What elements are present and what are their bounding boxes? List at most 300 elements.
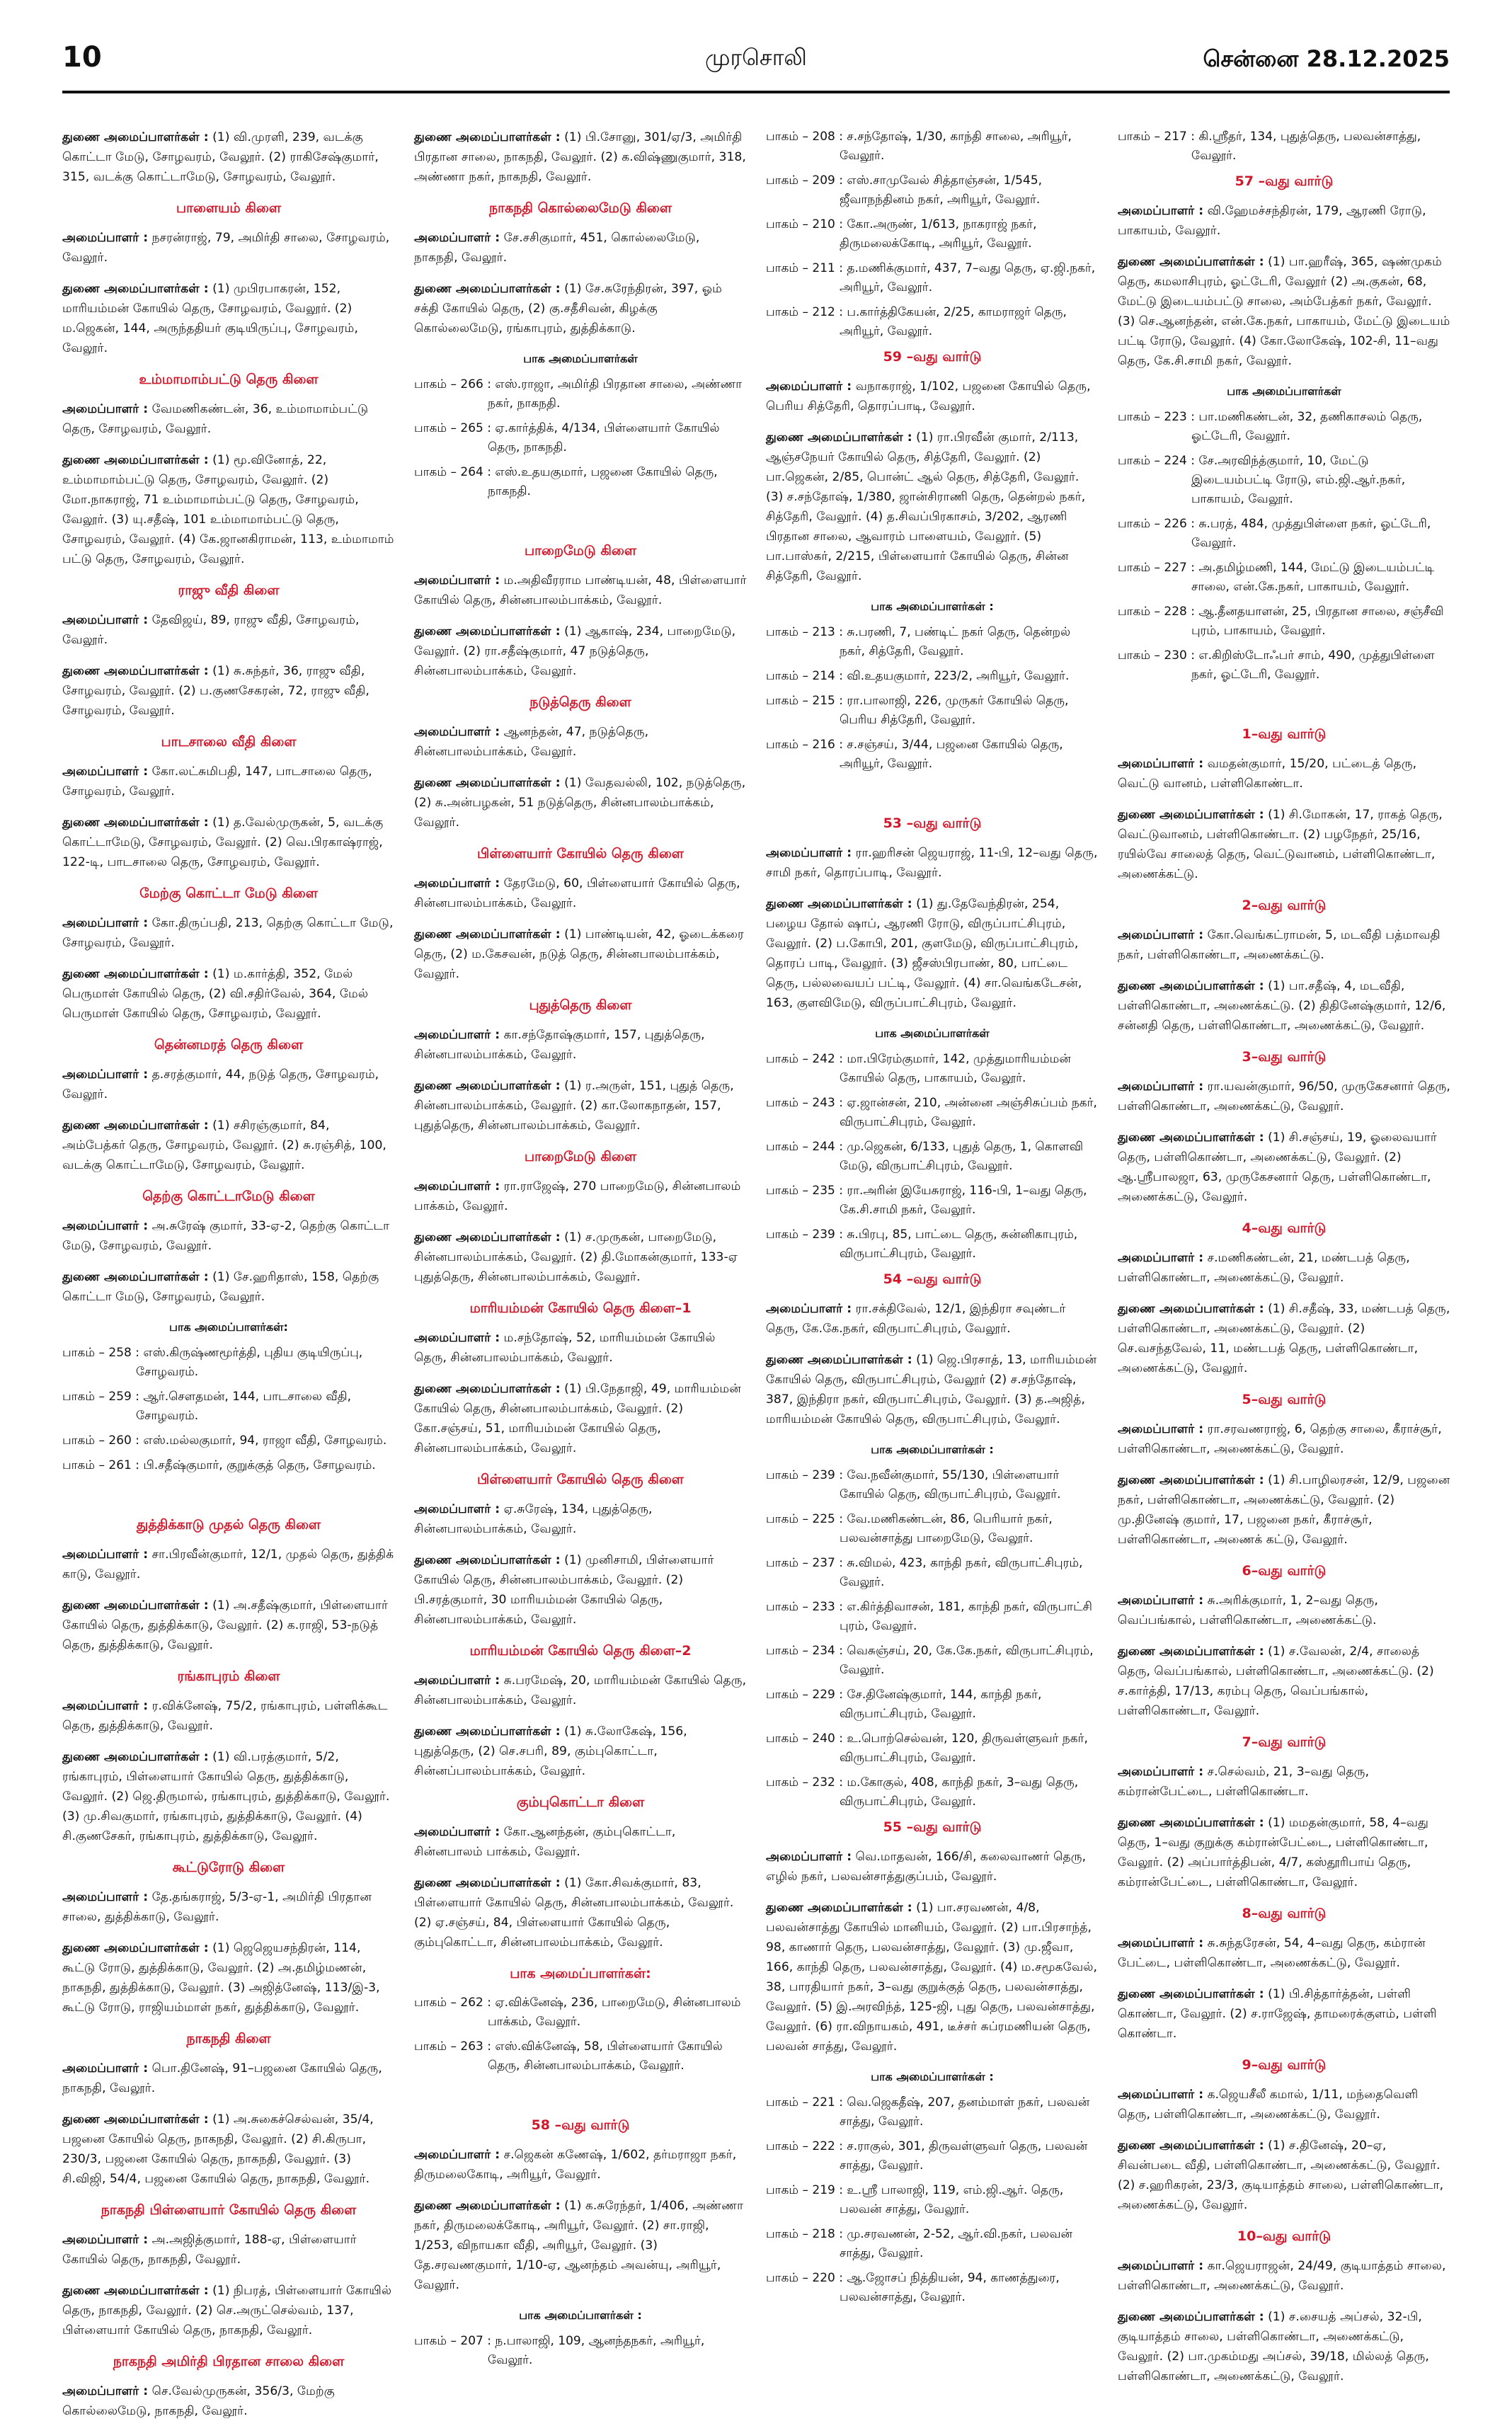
member-entry <box>1118 1248 1450 1288</box>
booth-entry: பாகம் – 234 : வெசுஞ்சய், 20, கே.கே.நகர், விருபாட்சிபுரம், வேலூர். <box>766 1644 1094 1677</box>
booth-entry: பாகம் – 207 : ந.பாலாஜி, 109, ஆனந்தநகர், அரியூர், வேலூர். <box>414 2334 705 2367</box>
section-heading: நாகநதி கிளை <box>186 2031 271 2047</box>
member-entry <box>1118 1470 1450 1550</box>
member-details: (1) சசிரஞ்குமார், 84, அம்பேத்கர் தெரு, சோழவரம், வேலூர். (2) சு.ரஞ்சித், 100, வடக்கு கொட்டாமேடு, சோழவரம், வேலூர். <box>62 1118 386 1172</box>
member-details: சு.சுந்தரேசன், 54, 4–வது தெரு, கம்ரான் பேட்டை, பள்ளிகொண்டா, அணைக்கட்டு, வேலூர். <box>1118 1936 1426 1970</box>
member-details: (1) மூ.வினோத், 22, உம்மாமாம்பட்டு தெரு, சோழவரம், வேலூர். (2) மோ.நாகராஜ், 71 உம்மாமாம்பட்டு தெரு, சோழவரம், வேலூர். (3) யு.சதீஷ், 101 உம்மாமாம்பட்டு தெரு, சோழவரம், வேலூர். (4) கே.ஜானகிராமன், 113, உம்மாமாம் பட்டு தெரு, சோழவரம், வேலூர். <box>62 453 394 566</box>
member-details: செ.வேல்முருகன், 356/3, மேற்கு கொல்லைமேடு, நாகநதி, வேலூர். <box>62 2384 335 2418</box>
member-entry <box>766 1299 1099 1339</box>
member-entry <box>766 1898 1099 2056</box>
role-label: துணை அமைப்பாளர்கள் : <box>62 815 209 830</box>
booth-entry: பாகம் – 266 : எஸ்.ராஜா, அமிர்தி பிரதான சாலை, அண்ணா நகர், நாகநதி. <box>414 377 743 411</box>
member-details: ரா.யவன்குமார், 96/50, முருகேசனார் தெரு, பள்ளிகொண்டா, அணைக்கட்டு, வேலூர். <box>1118 1080 1450 1114</box>
section-heading: 5–வது வார்டு <box>1242 1392 1327 1407</box>
section-heading: புதுத்தெரு கிளை <box>529 997 632 1013</box>
member-entry <box>62 610 395 650</box>
member-details: தேவிஜய், 89, ராஜு வீதி, சோழவரம், வேலூர். <box>62 613 360 647</box>
section-heading: உம்மாமாம்பட்டு தெரு கிளை <box>139 372 319 387</box>
member-entry <box>62 127 395 187</box>
member-entry <box>766 894 1099 1013</box>
member-entry <box>414 1550 747 1630</box>
role-label: அமைப்பாளர் : <box>62 402 149 416</box>
booth-entry: பாகம் – 219 : உ.ஸ்ரீ பாலாஜி, 119, எம்.ஜி.ஆர். தெரு, பலவன் சாத்து, வேலூர். <box>766 2183 1064 2216</box>
section-heading: 58 –வது வார்டு <box>531 2117 630 2133</box>
role-label: துணை அமைப்பாளர்கள் : <box>414 2199 561 2213</box>
role-label: அமைப்பாளர் : <box>62 2061 149 2076</box>
member-entry <box>414 1025 747 1065</box>
member-details: (1) ஜெ.பிரசாத், 13, மாரியம்மன் கோயில் தெரு, விருபாட்சிபுரம், வேலூர் (2) ச.சந்தோஷ், 387, இந்திரா நகர், விருபாட்சிபுரம், வேலூர். (3) த.அஜித், மாரியம்மன் கோயில் தெரு, விருபாட்சிபுரம், வேலூர். <box>766 1353 1097 1426</box>
role-label: அமைப்பாளர் : <box>414 1673 500 1688</box>
member-entry <box>62 661 395 721</box>
section-heading: 6–வது வார்டு <box>1242 1563 1327 1579</box>
member-entry <box>62 2281 395 2340</box>
member-entry <box>766 428 1099 586</box>
role-label: துணை அமைப்பாளர்கள் : <box>1118 1987 1264 2001</box>
member-details: வமதன்குமார், 15/20, பட்டைத் தெரு, வெட்டு வானம், பள்ளிகொண்டா. <box>1118 757 1417 791</box>
section-gap <box>414 507 747 535</box>
member-entry <box>414 1671 747 1710</box>
member-details: நசரன்ராஜ், 79, அமிர்தி சாலை, சோழவரம், வேலூர். <box>62 231 390 265</box>
member-entry <box>414 773 747 832</box>
member-details: அ.சுரேஷ் குமார், 33-ஏ-2, தெற்கு கொட்டா மேடு, சோழவரம், வேலூர். <box>62 1219 390 1253</box>
member-details: ம.சந்தோஷ், 52, மாரியம்மன் கோயில் தெரு, சின்னபாலம்பாக்கம், வேலூர். <box>414 1331 716 1365</box>
booth-entry: பாகம் – 227 : அ.தமிழ்மணி, 144, மேட்டு இடையம்பட்டி சாலை, என்.கே.நகர், பாகாயம், வேலூர். <box>1118 561 1435 594</box>
member-entry <box>1118 1128 1450 1207</box>
member-details: (1) சே.ஹரிதாஸ், 158, தெற்கு கொட்டா மேடு, சோழவரம், வேலூர். <box>62 1270 379 1304</box>
member-entry <box>62 2381 395 2421</box>
role-label: துணை அமைப்பாளர்கள் : <box>766 1353 912 1367</box>
booth-entry: பாகம் – 217 : கி.ஸ்ரீதர், 134, புதுத்தெரு, பலவன்சாத்து, வேலூர். <box>1118 130 1421 163</box>
role-label: துணை அமைப்பாளர்கள் : <box>414 1230 561 1244</box>
role-label: துணை அமைப்பாளர்கள் : <box>1118 2310 1264 2324</box>
section-heading: 57 –வது வார்டு <box>1235 173 1334 189</box>
booth-entry: பாகம் – 232 : ம.கோகுல், 408, காந்தி நகர், 3–வது தெரு, விருபாட்சிபுரம், வேலூர். <box>766 1775 1079 1809</box>
role-label: அமைப்பாளர் : <box>1118 1251 1204 1265</box>
role-label: அமைப்பாளர் : <box>1118 1765 1204 1779</box>
section-heading: தெற்கு கொட்டாமேடு கிளை <box>142 1189 315 1204</box>
booth-entry: பாகம் – 261 : பி.சதீஷ்குமார், குறுக்குத் தெரு, சோழவரம். <box>62 1458 376 1472</box>
role-label: அமைப்பாளர் : <box>62 231 149 245</box>
section-heading: பாக அமைப்பாளர்கள்: <box>510 1966 651 1981</box>
member-entry <box>766 377 1099 416</box>
member-entry <box>62 279 395 358</box>
member-details: (1) பி.சோனு, 301/ஏ/3, அமிர்தி பிரதான சாலை, நாகநதி, வேலூர். (2) க.விஷ்ணுகுமார், 318, அண்ணா நகர், நாகநதி, வேலூர். <box>414 130 746 184</box>
role-label: துணை அமைப்பாளர்கள் : <box>1118 1644 1264 1659</box>
member-details: ரா.ஹரிசன் ஜெயராஜ், 11-பி, 12–வது தெரு, சாமி நகர், தொரப்பாடி, வேலூர். <box>766 846 1098 880</box>
section-heading: துத்திக்காடு முதல் தெரு கிளை <box>136 1517 321 1533</box>
member-entry <box>62 1545 395 1584</box>
role-label: துணை அமைப்பாளர்கள் : <box>414 624 561 639</box>
role-label: அமைப்பாளர் : <box>766 379 852 394</box>
section-heading: நாகநதி கொல்லைமேடு கிளை <box>488 200 672 216</box>
member-entry <box>1118 201 1450 241</box>
masthead <box>62 17 1450 85</box>
booth-entry: பாகம் – 242 : மா.பிரேம்குமார், 142, முத்துமாரியம்மன் கோயில் தெரு, பாகாயம், வேலூர். <box>766 1052 1071 1085</box>
role-label: அமைப்பாளர் : <box>414 1179 500 1194</box>
section-heading: ரங்காபுரம் கிளை <box>177 1669 280 1684</box>
member-details: கோ.வெங்கட்ராமன், 5, மடவீதி பத்மாவதி நகர், பள்ளிகொண்டா, அணைக்கட்டு. <box>1118 928 1441 962</box>
role-label: துணை அமைப்பாளர்கள் : <box>1118 979 1264 993</box>
booth-entry: பாகம் – 265 : ஏ.கார்த்திக், 4/134, பிள்ளையார் கோயில் தெரு, நாகநதி. <box>414 421 720 454</box>
column-3 <box>766 127 1099 2322</box>
member-entry <box>62 450 395 569</box>
role-label: அமைப்பாளர் : <box>1118 1936 1204 1950</box>
member-details: (1) ஆகாஷ், 234, பாறைமேடு, வேலூர். (2) ரா.சதீஷ்குமார், 47 நடுத்தெரு, சின்னபாலம்பாக்கம், வேலூர். <box>414 624 736 678</box>
section-gap <box>62 1481 395 1509</box>
member-entry <box>1118 1077 1450 1116</box>
section-heading: 1–வது வார்டு <box>1242 726 1327 742</box>
newspaper-name: முரசொலி <box>705 44 807 71</box>
member-entry <box>414 279 747 338</box>
section-heading: பாறைமேடு கிளை <box>524 543 637 559</box>
member-entry <box>1118 925 1450 965</box>
member-details: கோ.லட்சுமிபதி, 147, பாடசாலை தெரு, சோழவரம், வேலூர். <box>62 765 372 799</box>
member-entry <box>62 1065 395 1104</box>
member-details: (1) வி.பரத்குமார், 5/2, ரங்காபுரம், பிள்ளையார் கோயில் தெரு, துத்திக்காடு, வேலூர். (2) ஜெ.திருமால், ரங்காபுரம், துத்திக்காடு, வேலூர். (3) மு.சிவகுமார், ரங்காபுரம், துத்திக்காடு, வேலூர். (4) சி.குணசேகர், ரங்காபுரம், துத்திக்காடு, வேலூர். <box>62 1750 390 1843</box>
role-label: அமைப்பாளர் : <box>1118 1422 1204 1436</box>
member-entry <box>414 1379 747 1458</box>
member-entry <box>414 1227 747 1287</box>
role-label: துணை அமைப்பாளர்கள் : <box>62 282 209 296</box>
member-details: (1) து.தேவேந்திரன், 254, பழைய தோல் ஷாப், ஆரணி ரோடு, விருப்பாட்சிபுரம், வேலூர். (2) ப.கோபி, 201, குளமேடு, விருப்பாட்சிபுரம், தொரப் பாடி, வேலூர். (3) ஜீசஸ்பிரபாண், 80, பாட்டை தெரு, பல்லவையப் பட்டி, வேலூர். (4) சா.வெங்கடேசன், 163, குளவிமேடு, விருப்பாட்சிபுரம், வேலூர். <box>766 897 1082 1010</box>
member-details: (1) பா.சதீஷ், 4, மடவீதி, பள்ளிகொண்டா, அணைக்கட்டு. (2) திதினேஷ்குமார், 12/6, சன்னதி தெரு, பள்ளிகொண்டா, அணைக்கட்டு, வேலூர். <box>1118 979 1446 1033</box>
section-heading: 3–வது வார்டு <box>1242 1049 1327 1065</box>
role-label: அமைப்பாளர் : <box>62 613 149 627</box>
role-label: துணை அமைப்பாளர்கள் : <box>62 2112 209 2127</box>
member-entry <box>1118 1591 1450 1630</box>
role-label: அமைப்பாளர் : <box>414 231 500 245</box>
member-details: (1) ச.வேலன், 2/4, சாலைத் தெரு, வெப்பங்கால், பள்ளிகொண்டா, அணைக்கட்டு. (2) ச.கார்த்தி, 17/13, கரம்பு தெரு, வெப்பங்கால், பள்ளிகொண்டா, வேலூர். <box>1118 1644 1434 1718</box>
member-entry <box>414 2196 747 2295</box>
role-label: துணை அமைப்பாளர்கள் : <box>414 282 561 296</box>
member-details: ர.விக்னேஷ், 75/2, ரங்காபுரம், பள்ளிக்கூட தெரு, துத்திக்காடு, வேலூர். <box>62 1699 388 1733</box>
member-entry <box>1118 805 1450 884</box>
member-entry <box>1118 1933 1450 1973</box>
role-label: அமைப்பாளர் : <box>414 1331 500 1345</box>
member-details: கோ.திருப்பதி, 213, தெற்கு கொட்டா மேடு, சோழவரம், வேலூர். <box>62 916 394 950</box>
member-details: ம.அதிவீரராம பாண்டியன், 48, பிள்ளையார் கோயில் தெரு, சின்னபாலம்பாக்கம், வேலூர். <box>414 573 747 607</box>
member-details: வேமணிகண்டன், 36, உம்மாமாம்பட்டு தெரு, சோழவரம், வேலூர். <box>62 402 369 436</box>
booth-entry: பாகம் – 220 : ஆ.ஜோசப் நித்தியன், 94, காணத்துரை, பலவன்சாத்து, வேலூர். <box>766 2271 1060 2304</box>
booth-entry: பாகம் – 226 : சு.பரத், 484, முத்துபிள்ளை நகர், ஓட்டேரி, வேலூர். <box>1118 517 1431 550</box>
member-details: சு.அரிக்குமார், 1, 2–வது தெரு, வெப்பங்கால், பள்ளிகொண்டா, அணைக்கட்டு. <box>1118 1593 1378 1627</box>
booth-entry: பாகம் – 233 : எ.கிர்த்திவாசன், 181, காந்தி நகர், விருபாட்சி புரம், வேலூர். <box>766 1600 1092 1633</box>
role-label: துணை அமைப்பாளர்கள் : <box>414 1382 561 1396</box>
section-heading: 54 –வது வார்டு <box>883 1271 982 1287</box>
member-details: ச.மணிகண்டன், 21, மண்டபத் தெரு, பள்ளிகொண்டா, அணைக்கட்டு, வேலூர். <box>1118 1251 1410 1285</box>
role-label: துணை அமைப்பாளர்கள் : <box>62 2284 209 2298</box>
member-entry <box>1118 1984 1450 2044</box>
member-entry <box>414 874 747 913</box>
role-label: அமைப்பாளர் : <box>766 1302 852 1316</box>
member-entry <box>62 913 395 953</box>
section-heading: 2–வது வார்டு <box>1242 898 1327 913</box>
member-details: ஆனந்தன், 47, நடுத்தெரு, சின்னபாலம்பாக்கம், வேலூர். <box>414 725 649 759</box>
member-details: (1) வேதவல்லி, 102, நடுத்தெரு, (2) சு.அன்பழகன், 51 நடுத்தெரு, சின்னபாலம்பாக்கம், வேலூர். <box>414 776 746 830</box>
booth-entry: பாகம் – 213 : சு.பரணி, 7, பண்டிட் நகர் தெரு, தென்றல் நகர், சித்தேரி, வேலூர். <box>766 625 1071 658</box>
member-entry <box>414 925 747 984</box>
role-label: துணை அமைப்பாளர்கள் : <box>414 130 561 144</box>
role-label: துணை அமைப்பாளர்கள் : <box>1118 808 1264 822</box>
member-details: (1) பாண்டியன், 42, ஓடைக்கரை தெரு, (2) ம.கேசவன், நடுத் தெரு, சின்னபாலம்பாக்கம், வேலூர். <box>414 927 744 981</box>
member-entry <box>1118 1642 1450 1721</box>
booth-entry: பாகம் – 229 : சே.தினேஷ்குமார், 144, காந்தி நகர், விருபாட்சிபுரம், வேலூர். <box>766 1688 1042 1721</box>
booth-entry: பாகம் – 216 : ச.சஞ்சய், 3/44, பஜனை கோயில் தெரு, அரியூர், வேலூர். <box>766 738 1063 771</box>
member-details: தேரமேடு, 60, பிள்ளையார் கோயில் தெரு, சின்னபாலம்பாக்கம், வேலூர். <box>414 876 740 910</box>
member-details: சே.சசிகுமார், 451, கொல்லைமேடு, நாகநதி, வேலூர். <box>414 231 700 265</box>
member-entry <box>1118 2085 1450 2124</box>
booth-entry: பாகம் – 211 : த.மணிக்குமார், 437, 7–வது தெரு, ஏ.ஜி.நகர், அரியூர், வேலூர். <box>766 261 1096 294</box>
column-2 <box>414 127 747 2367</box>
member-details: ச.செல்வம், 21, 3–வது தெரு, கம்ரான்பேட்டை, பள்ளிகொண்டா. <box>1118 1765 1370 1799</box>
member-entry <box>62 1596 395 1655</box>
member-entry <box>62 2059 395 2098</box>
role-label: அமைப்பாளர் : <box>1118 1080 1204 1094</box>
role-label: துணை அமைப்பாளர்கள் : <box>414 1876 561 1890</box>
member-entry <box>1118 1299 1450 1378</box>
role-label: அமைப்பாளர் : <box>1118 204 1204 218</box>
section-heading: 55 –வது வார்டு <box>883 1819 982 1835</box>
booth-list-heading: பாக அமைப்பாளர்கள் <box>875 1026 990 1040</box>
member-entry <box>1118 1419 1450 1459</box>
member-details: (1) பி.சித்தார்த்தன், பள்ளி கொண்டா, வேலூர். (2) ச.ராஜேஷ், தாமரைக்குளம், பள்ளி கொண்டா. <box>1118 1987 1437 2041</box>
member-details: (1) வி.முரளி, 239, வடக்கு கொட்டா மேடு, சோழவரம், வேலூர். (2) ராகிசேஷ்குமார், 315, வடக்கு கொட்டாமேடு, சோழவரம், வேலூர். <box>62 130 379 184</box>
member-entry <box>414 1722 747 1781</box>
booth-entry: பாகம் – 214 : வி.உதயகுமார், 223/2, அரியூர், வேலூர். <box>766 669 1070 683</box>
member-entry <box>414 1499 747 1539</box>
member-details: ச.ஜெகன் கணேஷ், 1/602, தர்மராஜா நகர், திருமலைகோடி, அரியூர், வேலூர். <box>414 2148 737 2182</box>
member-details: ரா.சரவணராஜ், 6, தெற்கு சாலை, கீராச்சூர், பள்ளிகொண்டா, அணைக்கட்டு, வேலூர். <box>1118 1422 1442 1456</box>
booth-list-heading: பாக அமைப்பாளர்கள் : <box>871 600 994 613</box>
member-entry <box>62 1116 395 1175</box>
member-entry <box>414 127 747 187</box>
member-details: கா.ஜெயராஜன், 24/49, குடியாத்தம் சாலை, பள்ளிகொண்டா, அணைக்கட்டு, வேலூர். <box>1118 2259 1446 2293</box>
member-entry <box>414 228 747 268</box>
role-label: துணை அமைப்பாளர்கள் : <box>62 1270 209 1284</box>
booth-list-heading: பாக அமைப்பாளர்கள்: <box>169 1320 288 1334</box>
role-label: துணை அமைப்பாளர்கள் : <box>414 1079 561 1093</box>
role-label: அமைப்பாளர் : <box>414 876 500 891</box>
section-heading: ராஜு வீதி கிளை <box>178 583 280 598</box>
member-entry <box>62 1938 395 2018</box>
booth-entry: பாகம் – 235 : ரா.அரின் இயேசுராஜ், 116-பி, 1–வது தெரு, கே.சி.சாமி நகர், வேலூர். <box>766 1184 1087 1217</box>
member-entry <box>414 1873 747 1952</box>
member-entry <box>62 762 395 801</box>
role-label: அமைப்பாளர் : <box>1118 2259 1204 2273</box>
booth-entry: பாகம் – 258 : எஸ்.கிருஷ்ணமூர்த்தி, புதிய குடியிருப்பு, சோழவரம். <box>62 1346 363 1379</box>
role-label: அமைப்பாளர் : <box>414 2148 500 2162</box>
booth-entry: பாகம் – 208 : ச.சந்தோஷ், 1/30, காந்தி சாலை, அரியூர், வேலூர். <box>766 130 1072 163</box>
member-details: (1) அ.சதீஷ்குமார், பிள்ளையார் கோயில் தெரு, துத்திக்காடு, வேலூர். (2) க.ராஜி, 53-நடுத் தெரு, துத்திக்காடு, வேலூர். <box>62 1598 388 1652</box>
section-heading: நடுத்தெரு கிளை <box>529 694 631 710</box>
section-heading: நாகநதி அமிர்தி பிரதான சாலை கிளை <box>113 2354 345 2369</box>
member-details: (1) சி.சதீஷ், 33, மண்டபத் தெரு, பள்ளிகொண்டா, அணைக்கட்டு, வேலூர். (2) செ.வசந்தவேல், 11, மண்டபத் தெரு, பள்ளிகொண்டா, அணைக்கட்டு, வேலூர். <box>1118 1302 1450 1375</box>
member-entry <box>62 1747 395 1846</box>
member-details: (1) ரா.பிரவீன் குமார், 2/113, ஆஞ்சநேயர் கோயில் தெரு, சித்தேரி, வேலூர். (2) பா.ஜெகன், 2/85, பொன்ட் ஆல் தெரு, சித்தேரி, வேலூர். (3) ச.சந்தோஷ், 1/380, ஜான்சிராணி தெரு, தென்றல் நகர், சித்தேரி, வேலூர். (4) த.சிவப்பிரகாசம், 3/202, ஆரணி பிரதான சாலை, ஆவாரம் பாளையம், வேலூர். (5) பா.பாஸ்கர், 2/215, பிள்ளையார் கோயில் தெரு, சின்ன சித்தேரி, வேலூர். <box>766 430 1086 583</box>
member-details: (1) ச.தினேஷ், 20–ஏ, சிவன்படை வீதி, பள்ளிகொண்டா, அணைக்கட்டு, வேலூர். (2) ச.ஹரிகரன், 23/3, குடியாத்தம் சாலை, பள்ளிகொண்டா, அணைக்கட்டு, வேலூர். <box>1118 2139 1444 2212</box>
role-label: அமைப்பாளர் : <box>62 1890 149 1904</box>
member-details: (1) பா.சரவணன், 4/8, பலவன்சாத்து கோயில் மானியம், வேலூர். (2) பா.பிரசாந்த், 98, காணார் தெரு, பலவன்சாத்து, வேலூர். (3) மு.ஜீவா, 166, காந்தி தெரு, பலவன்சாத்து, வேலூர். (4) ம.சமூகவேல், 38, பாரதியார் நகர், 3–வது குறுக்குத் தெரு, பலவன்சாத்து, வேலூர். (5) இ.அரவிந்த், 125-ஜி, புது தெரு, பலவன்சாத்து, வேலூர். (6) ரா.விநாயகம், 491, டீச்சர் சுப்ரமணியன் தெரு, பலவன் சாத்து, வேலூர். <box>766 1901 1098 2054</box>
member-details: (1) மமதன்குமார், 58, 4–வது தெரு, 1–வது குறுக்கு கம்ரான்பேட்டை, பள்ளிகொண்டா, வேலூர். (2) அப்பார்த்திபன், 4/7, கஸ்தூரிபாய் தெரு, கம்ரான்பேட்டை, பள்ளிகொண்டா, வேலூர். <box>1118 1816 1429 1889</box>
member-entry <box>62 1696 395 1736</box>
member-entry <box>414 2145 747 2185</box>
section-heading: 10–வது வார்டு <box>1237 2228 1331 2244</box>
member-details: (1) ர.அருள், 151, புதுத் தெரு, சின்னபாலம்பாக்கம், வேலூர். (2) கா.லோகநாதன், 157, புதுத்தெரு, சின்னபாலம்பாக்கம், வேலூர். <box>414 1079 734 1133</box>
section-heading: மேற்கு கொட்டா மேடு கிளை <box>139 886 318 901</box>
booth-list-heading: பாக அமைப்பாளர்கள் : <box>519 2308 642 2322</box>
role-label: துணை அமைப்பாளர்கள் : <box>414 1724 561 1739</box>
role-label: அமைப்பாளர் : <box>62 1699 149 1713</box>
member-entry <box>766 1847 1099 1887</box>
role-label: துணை அமைப்பாளர்கள் : <box>1118 255 1264 269</box>
article-body <box>62 127 1450 2418</box>
booth-entry: பாகம் – 237 : சு.விமல், 423, காந்தி நகர், விருபாட்சிபுரம், வேலூர். <box>766 1556 1083 1589</box>
member-details: (1) சி.மோகன், 17, ராகத் தெரு, வெட்டுவானம், பள்ளிகொண்டா. (2) பழநேதர், 25/16, ரயில்வே சாலைத் தெரு, வெட்டுவானம், பள்ளிகொண்டா, அணைக்கட்டு. <box>1118 808 1443 881</box>
booth-entry: பாகம் – 224 : சே.அரவிந்த்குமார், 10, மேட்டு இடையம்பட்டி ரோடு, எம்.ஜி.ஆர்.நகர், பாகாயம், வேலூர். <box>1118 454 1406 506</box>
dateline: சென்னை 28.12.2025 <box>1203 45 1450 72</box>
role-label: துணை அமைப்பாளர்கள் : <box>414 776 561 790</box>
member-details: (1) முனிசாமி, பிள்ளையார் கோயில் தெரு, சின்னபாலம்பாக்கம், வேலூர். (2) பி.சரத்குமார், 30 மாரியம்மன் கோயில் தெரு, சின்னபாலம்பாக்கம், வேலூர். <box>414 1553 714 1627</box>
booth-entry: பாகம் – 212 : ப.கார்த்திகேயன், 2/25, காமராஜர் தெரு, அரியூர், வேலூர். <box>766 305 1067 338</box>
section-heading: 4–வது வார்டு <box>1242 1220 1327 1236</box>
role-label: அமைப்பாளர் : <box>62 916 149 930</box>
role-label: துணை அமைப்பாளர்கள் : <box>1118 1816 1264 1830</box>
booth-entry: பாகம் – 244 : மு.ஜெகன், 6/133, புதுத் தெரு, 1, கொளவி மேடு, விருபாட்சிபுரம், வேலூர். <box>766 1140 1084 1173</box>
booth-entry: பாகம் – 239 : வே.நவீன்குமார், 55/130, பிள்ளையார் கோயில் தெரு, விருபாட்சிபுரம், வேலூர். <box>766 1468 1061 1501</box>
member-entry <box>62 1887 395 1927</box>
section-heading: பாடசாலை வீதி கிளை <box>161 734 297 750</box>
role-label: அமைப்பாளர் : <box>62 1068 149 1082</box>
member-details: ஏ.சுரேஷ், 134, புதுத்தெரு, சின்னபாலம்பாக்கம், வேலூர். <box>414 1502 653 1536</box>
member-details: (1) சே.சுரேந்திரன், 397, ஓம் சக்தி கோயில் தெரு, (2) கு.சதீசிவன், கிழக்கு கொல்லைமேடு, ரங்காபுரம், துத்திக்காடு. <box>414 282 722 336</box>
member-details: (1) க.சுரேந்தர், 1/406, அண்ணா நகர், திருமலைக்கோடி, அரியூர், வேலூர். (2) சா.ராஜி, 1/253, விநாயகா வீதி, அரியூர், வேலூர். (3) தே.சரவணகுமார், 1/10-ஏ, ஆனந்தம் அவன்யு, அரியூர், வேலூர். <box>414 2199 744 2292</box>
member-entry <box>1118 2136 1450 2215</box>
role-label: துணை அமைப்பாளர்கள் : <box>1118 1473 1264 1487</box>
member-entry <box>766 1350 1099 1429</box>
member-details: (1) சி.பாழிலரசன், 12/9, பஜனை நகர், பள்ளிகொண்டா, அணைக்கட்டு, வேலூர். (2) மு.தினேஷ் குமார், 17, பஜனை நகர், கீராச்சூர், பள்ளிகொண்டா, அணைக் கட்டு, வேலூர். <box>1118 1473 1450 1547</box>
section-heading: மாரியம்மன் கோயில் தெரு கிளை–2 <box>469 1643 692 1659</box>
member-details: கோ.ஆனந்தன், கும்புகொட்டா, சின்னபாலம் பாக்கம், வேலூர். <box>414 1825 676 1859</box>
member-entry <box>414 1177 747 1216</box>
section-heading: 7–வது வார்டு <box>1242 1734 1327 1750</box>
booth-entry: பாகம் – 228 : ஆ.தீனதயாளன், 25, பிரதான சாலை, சஞ்சீவி புரம், பாகாயம், வேலூர். <box>1118 605 1444 638</box>
booth-entry: பாகம் – 225 : வே.மணிகண்டன், 86, பெரியார் நகர், பலவன்சாத்து பாறைமேடு, வேலூர். <box>766 1512 1053 1545</box>
member-entry <box>1118 2256 1450 2296</box>
member-details: அ.அஜித்குமார், 188-ஏ, பிள்ளையார் கோயில் தெரு, நாகநதி, வேலூர். <box>62 2233 357 2267</box>
booth-entry: பாகம் – 263 : எஸ்.விக்னேஷ், 58, பிள்ளையார் கோயில் தெரு, சின்னபாலம்பாக்கம், வேலூர். <box>414 2039 723 2073</box>
member-details: ரா.ராஜேஷ், 270 பாறைமேடு, சின்னபாலம் பாக்கம், வேலூர். <box>414 1179 741 1213</box>
role-label: துணை அமைப்பாளர்கள் : <box>62 453 209 467</box>
role-label: துணை அமைப்பாளர்கள் : <box>414 1553 561 1567</box>
booth-entry: பாகம் – 218 : மு.சரவணன், 2-52, ஆர்.வி.நகர், பலவன் சாத்து, வேலூர். <box>766 2227 1072 2260</box>
booth-entry: பாகம் – 260 : எஸ்.மல்லகுமார், 94, ராஜா வீதி, சோழவரம். <box>62 1433 387 1448</box>
header-rule <box>62 91 1450 93</box>
booth-list-heading: பாக அமைப்பாளர்கள் : <box>871 2070 994 2083</box>
booth-list-heading: பாக அமைப்பாளர்கள் : <box>871 1443 994 1456</box>
member-details: கா.சந்தோஷ்குமார், 157, புதுத்தெரு, சின்னபாலம்பாக்கம், வேலூர். <box>414 1028 705 1062</box>
section-heading: 9–வது வார்டு <box>1242 2057 1327 2073</box>
section-heading: பாறைமேடு கிளை <box>524 1149 637 1164</box>
booth-entry: பாகம் – 221 : வெ.ஜெகதீஷ், 207, தனம்மாள் நகர், பலவன் சாத்து, வேலூர். <box>766 2095 1090 2129</box>
role-label: துணை அமைப்பாளர்கள் : <box>62 664 209 678</box>
section-heading: கூட்டுரோடு கிளை <box>172 1860 285 1875</box>
role-label: அமைப்பாளர் : <box>1118 757 1204 771</box>
member-entry <box>62 399 395 439</box>
member-entry <box>62 2230 395 2270</box>
member-details: (1) சு.சுந்தர், 36, ராஜு வீதி, சோழவரம், வேலூர். (2) ப.குணசேகரன், 72, ராஜு வீதி, சோழவரம், வேலூர். <box>62 664 370 718</box>
role-label: அமைப்பாளர் : <box>414 725 500 739</box>
booth-entry: பாகம் – 259 : ஆர்.சௌதமன், 144, பாடசாலை வீதி, சோழவரம். <box>62 1390 352 1423</box>
role-label: துணை அமைப்பாளர்கள் : <box>766 1901 912 1915</box>
column-1 <box>62 127 395 2418</box>
role-label: துணை அமைப்பாளர்கள் : <box>414 927 561 942</box>
role-label: துணை அமைப்பாளர்கள் : <box>1118 2139 1264 2153</box>
member-details: (1) பா.ஹரீஷ், 365, ஷண்முகம் தெரு, கமலாசிபுரம், ஓட்டேரி, வேலூர் (2) அ.குகன், 68, மேட்டு இடையம்பட்டு சாலை, அம்பேத்கர் நகர், வேலூர். (3) செ.ஆனந்தன், என்.கே.நகர், பாகாயம், மேட்டு இடையம் பட்டி ரோடு, வேலூர். (4) கோ.லோகேஷ், 102-சி, 11–வது தெரு, கே.சி.சாமி நகர், வேலூர். <box>1118 255 1450 368</box>
booth-entry: பாகம் – 230 : எ.கிறிஸ்டோஃபர் சாம், 490, முத்துபிள்ளை நகர், ஓட்டேரி, வேலூர். <box>1118 648 1435 682</box>
member-entry <box>414 571 747 610</box>
role-label: அமைப்பாளர் : <box>62 1219 149 1233</box>
member-entry <box>1118 2307 1450 2386</box>
column-4 <box>1118 127 1450 2383</box>
booth-entry: பாகம் – 262 : ஏ.விக்னேஷ், 236, பாறைமேடு, சின்னபாலம் பாக்கம், வேலூர். <box>414 1996 741 2029</box>
booth-entry: பாகம் – 243 : ஏ.ஜான்சன், 210, அன்னை அஞ்சிசுப்பம் நகர், விருபாட்சிபுரம், வேலூர். <box>766 1096 1097 1129</box>
role-label: அமைப்பாளர் : <box>62 1547 149 1562</box>
section-gap <box>766 779 1099 808</box>
booth-entry: பாகம் – 209 : எஸ்.சாமுவேல் சித்தாஞ்சன், 1/545, ஜீவாநந்தினம் நகர், அரியூர், வேலூர். <box>766 173 1043 207</box>
section-gap <box>414 2081 747 2110</box>
member-entry <box>1118 1813 1450 1892</box>
role-label: அமைப்பாளர் : <box>62 2233 149 2247</box>
section-heading: 59 –வது வார்டு <box>883 349 982 365</box>
section-heading: பாளையம் கிளை <box>176 200 282 216</box>
section-heading: மாரியம்மன் கோயில் தெரு கிளை–1 <box>469 1300 692 1316</box>
member-details: தே.தங்கராஜ், 5/3-ஏ-1, அமிர்தி பிரதான சாலை, துத்திக்காடு, வேலூர். <box>62 1890 372 1924</box>
booth-entry: பாகம் – 240 : உ.பொற்செல்வன், 120, திருவள்ளுவர் நகர், விருபாட்சிபுரம், வேலூர். <box>766 1732 1088 1765</box>
role-label: அமைப்பாளர் : <box>1118 2088 1204 2102</box>
member-details: (1) அ.சுகைச்செல்வன், 35/4, பஜனை கோயில் தெரு, நாகநதி, வேலூர். (2) சி.கிருபா, 230/3, பஜனை கோயில் தெரு, நாகநதி, வேலூர். (3) சி.விஜி, 54/4, பஜனை கோயில் தெரு, நாகநதி, வேலூர். <box>62 2112 374 2186</box>
member-entry <box>414 1076 747 1135</box>
member-details: (1) முபிரபாகரன், 152, மாரியம்மன் கோயில் தெரு, சோழவரம், வேலூர். (2) ம.ஜெகன், 144, அருந்ததியர் குடியிருப்பு, சோழவரம், வேலூர். <box>62 282 358 355</box>
role-label: துணை அமைப்பாளர்கள் : <box>62 130 209 144</box>
section-heading: நாகநதி பிள்ளையார் கோயில் தெரு கிளை <box>101 2202 357 2218</box>
member-details: வி.ஹேமச்சந்திரன், 179, ஆரணி ரோடு, பாகாயம், வேலூர். <box>1118 204 1426 238</box>
member-details: (1) சு.லோகேஷ், 156, புதுத்தெரு, (2) செ.சபரி, 89, கும்புகொட்டா, சின்னப்பாலம்பாக்கம், வேலூர். <box>414 1724 687 1778</box>
role-label: அமைப்பாளர் : <box>414 1028 500 1042</box>
booth-list-heading: பாக அமைப்பாளர்கள் <box>523 352 638 365</box>
member-entry <box>414 1328 747 1368</box>
member-details: (1) நிபரத், பிள்ளையார் கோயில் தெரு, நாகநதி, வேலூர். (2) செ.அருட்செல்வம், 137, பிள்ளையார் கோயில் தெரு, நாகநதி, வேலூர். <box>62 2284 392 2337</box>
role-label: அமைப்பாளர் : <box>766 1850 852 1864</box>
member-entry <box>1118 976 1450 1036</box>
member-entry <box>62 964 395 1024</box>
member-details: (1) த.வேல்முருகன், 5, வடக்கு கொட்டாமேடு, சோழவரம், வேலூர். (2) வெ.பிரகாஷ்ராஜ், 122-டி, பாடசாலை தெரு, சோழவரம், வேலூர். <box>62 815 384 869</box>
booth-entry: பாகம் – 239 : சு.பிரபு, 85, பாட்டை தெரு, சுன்னிகாபுரம், விருபாட்சிபுரம், வேலூர். <box>766 1227 1078 1261</box>
member-details: பொ.தினேஷ், 91–பஜனை கோயில் தெரு, நாகநதி, வேலூர். <box>62 2061 382 2095</box>
section-heading: 8–வது வார்டு <box>1242 1906 1327 1921</box>
member-details: (1) ச.முருகன், பாறைமேடு, சின்னபாலம்பாக்கம், வேலூர். (2) தி.மோகன்குமார், 133-ஏ புதுத்தெரு, சின்னபாலம்பாக்கம், வேலூர். <box>414 1230 738 1284</box>
role-label: அமைப்பாளர் : <box>1118 1593 1204 1608</box>
role-label: துணை அமைப்பாளர்கள் : <box>1118 1302 1264 1316</box>
member-entry <box>62 1267 395 1307</box>
member-details: சு.பரமேஷ், 20, மாரியம்மன் கோயில் தெரு, சின்னபாலம்பாக்கம், வேலூர். <box>414 1673 747 1707</box>
section-heading: பிள்ளையார் கோயில் தெரு கிளை <box>477 1472 684 1487</box>
role-label: துணை அமைப்பாளர்கள் : <box>766 430 912 445</box>
member-details: (1) பி.நேதாஜி, 49, மாரியம்மன் கோயில் தெரு, சின்னபாலம்பாக்கம், வேலூர். (2) கோ.சஞ்சய், 51, மாரியம்மன் கோயில் தெரு, சின்னபாலம்பாக்கம், வேலூர். <box>414 1382 741 1455</box>
role-label: துணை அமைப்பாளர்கள் : <box>766 897 912 911</box>
booth-entry: பாகம் – 215 : ரா.பாலாஜி, 226, முருகர் கோயில் தெரு, பெரிய சித்தேரி, வேலூர். <box>766 694 1069 727</box>
booth-entry: பாகம் – 223 : பா.மணிகண்டன், 32, தணிகாசலம் தெரு, ஓட்டேரி, வேலூர். <box>1118 410 1423 443</box>
role-label: அமைப்பாளர் : <box>62 765 149 779</box>
